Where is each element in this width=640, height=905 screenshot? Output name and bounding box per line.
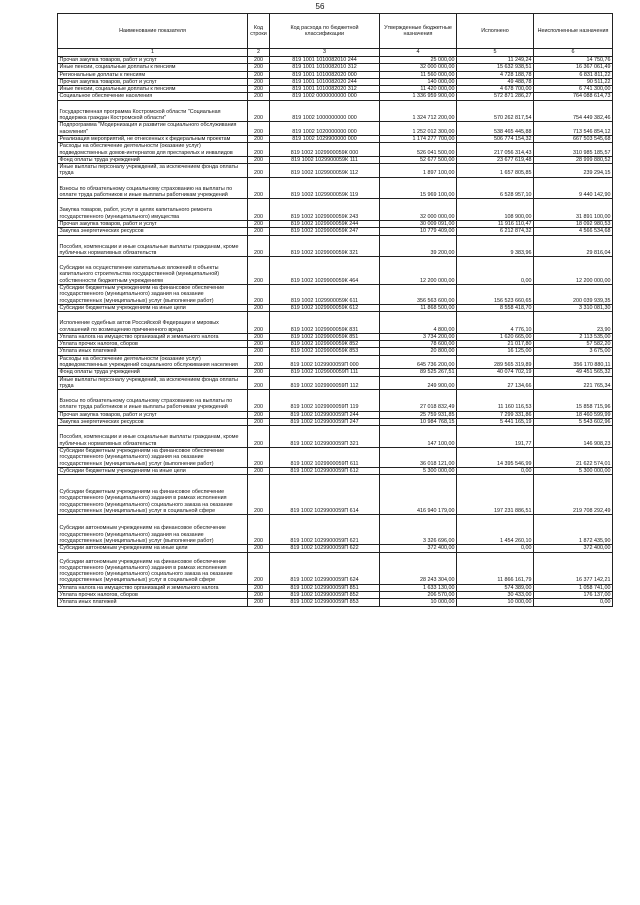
row-name-cell: Социальное обеспечение населения	[58, 93, 248, 100]
row-line-code-cell: 200	[248, 312, 270, 334]
row-executed-cell: 11 866 161,79	[457, 552, 534, 584]
row-name-cell: Уплата иных платежей	[58, 348, 248, 355]
table-row	[58, 220, 613, 227]
row-unexecuted-cell: 1 058 741,00	[534, 584, 613, 591]
row-executed-cell: 197 231 886,51	[457, 475, 534, 515]
row-approved-cell: 372 400,00	[380, 545, 457, 552]
row-budget-code-cell: 819 1002 1029900059К 853	[270, 348, 380, 355]
row-unexecuted-cell: 667 503 545,68	[534, 135, 613, 142]
row-line-code-cell: 200	[248, 257, 270, 285]
row-name-cell: Прочая закупка товаров, работ и услуг	[58, 220, 248, 227]
row-executed-cell: 10 000,00	[457, 599, 534, 606]
row-approved-cell: 645 736 200,00	[380, 355, 457, 369]
row-line-code-cell: 200	[248, 164, 270, 178]
table-row	[58, 369, 613, 376]
row-line-code-cell: 200	[248, 86, 270, 93]
row-line-code-cell: 200	[248, 135, 270, 142]
row-line-code-cell: 200	[248, 57, 270, 64]
row-unexecuted-cell: 5 543 602,96	[534, 419, 613, 426]
table-row	[58, 228, 613, 235]
row-approved-cell: 25 759 931,85	[380, 411, 457, 418]
row-executed-cell: 23 677 619,48	[457, 156, 534, 163]
row-approved-cell: 4 800,00	[380, 312, 457, 334]
row-budget-code-cell: 819 1002 1029900059П 244	[270, 411, 380, 418]
row-executed-cell: 8 558 418,70	[457, 304, 534, 311]
row-approved-cell: 36 018 121,00	[380, 447, 457, 467]
row-line-code-cell: 200	[248, 71, 270, 78]
row-unexecuted-cell: 9 440 142,90	[534, 177, 613, 199]
row-approved-cell: 10 000,00	[380, 599, 457, 606]
row-approved-cell: 30 009 091,00	[380, 220, 457, 227]
row-name-cell: Фонд оплаты труда учреждений	[58, 156, 248, 163]
row-name-cell: Уплата иных платежей	[58, 599, 248, 606]
row-name-cell: Пособия, компенсации и иные социальные выплаты гражданам, кроме публичных нормативных обязательств	[58, 426, 248, 448]
row-name-cell: Субсидии бюджетным учреждениям на иные цели	[58, 467, 248, 474]
row-budget-code-cell: 819 1002 1029900059К 612	[270, 304, 380, 311]
row-line-code-cell: 200	[248, 235, 270, 257]
row-unexecuted-cell: 49 451 565,32	[534, 369, 613, 376]
row-name-cell: Подпрограмма "Модернизация и развитие социального обслуживания населения"	[58, 122, 248, 136]
table-row	[58, 447, 613, 467]
table-row	[58, 599, 613, 606]
table-row	[58, 390, 613, 412]
row-name-cell: Прочая закупка товаров, работ и услуг	[58, 411, 248, 418]
table-row	[58, 552, 613, 584]
row-approved-cell: 1 174 277 700,00	[380, 135, 457, 142]
row-budget-code-cell: 819 1002 1029900059К 111	[270, 156, 380, 163]
row-budget-code-cell: 819 1001 1010082010 312	[270, 64, 380, 71]
row-budget-code-cell: 819 1002 1029900059П 624	[270, 552, 380, 584]
row-budget-code-cell: 819 1002 1020000000 000	[270, 122, 380, 136]
row-budget-code-cell: 819 1002 1029900059К 119	[270, 177, 380, 199]
table-row	[58, 515, 613, 545]
row-unexecuted-cell: 12 200 000,00	[534, 257, 613, 285]
row-name-cell: Взносы по обязательному социальному страхованию на выплаты по оплате труда работников и иные выплаты работникам учреждений	[58, 390, 248, 412]
row-executed-cell: 574 389,00	[457, 584, 534, 591]
row-unexecuted-cell: 90 511,22	[534, 78, 613, 85]
row-approved-cell: 20 800,00	[380, 348, 457, 355]
row-name-cell: Субсидии бюджетным учреждениям на финансовое обеспечение государственного (муниципального) задания на оказание государственных (муниципальных) услуг (выполнение работ)	[58, 285, 248, 305]
row-name-cell: Исполнение судебных актов Российской Федерации и мировых соглашений по возмещению причиненного вреда	[58, 312, 248, 334]
row-executed-cell: 217 056 314,43	[457, 143, 534, 157]
row-budget-code-cell: 819 1002 1029900059П 112	[270, 376, 380, 390]
row-executed-cell: 1 620 665,00	[457, 333, 534, 340]
row-line-code-cell: 200	[248, 475, 270, 515]
row-unexecuted-cell: 176 137,00	[534, 592, 613, 599]
row-line-code-cell: 200	[248, 419, 270, 426]
row-executed-cell: 11 249,24	[457, 57, 534, 64]
row-approved-cell: 89 525 267,51	[380, 369, 457, 376]
row-line-code-cell: 200	[248, 584, 270, 591]
row-approved-cell: 25 000,00	[380, 57, 457, 64]
row-executed-cell: 6 212 874,32	[457, 228, 534, 235]
row-executed-cell: 538 465 445,88	[457, 122, 534, 136]
row-unexecuted-cell: 310 985 185,57	[534, 143, 613, 157]
row-approved-cell: 1 324 712 200,00	[380, 100, 457, 122]
column-number: 5	[457, 49, 534, 57]
table-row	[58, 64, 613, 71]
row-line-code-cell: 200	[248, 355, 270, 369]
row-name-cell: Иные пенсии, социальные доплаты к пенсиям	[58, 64, 248, 71]
row-line-code-cell: 200	[248, 447, 270, 467]
table-row	[58, 177, 613, 199]
row-budget-code-cell: 819 1002 1029900059П 247	[270, 419, 380, 426]
row-budget-code-cell: 819 1002 1029900059К 243	[270, 199, 380, 221]
table-row	[58, 545, 613, 552]
column-number: 4	[380, 49, 457, 57]
row-name-cell: Субсидии автономным учреждениям на финансовое обеспечение государственного (муниципального) задания в рамках исполнения государственного (муниципального) социального заказа на оказание государственных (муниципальных) услуг в социальной сфере	[58, 552, 248, 584]
row-unexecuted-cell: 1 872 435,90	[534, 515, 613, 545]
row-name-cell: Взносы по обязательному социальному страхованию на выплаты по оплате труда работников и иные выплаты работникам учреждений	[58, 177, 248, 199]
row-approved-cell: 1 633 130,00	[380, 584, 457, 591]
row-budget-code-cell: 819 1002 1029900059К 321	[270, 235, 380, 257]
row-executed-cell: 108 900,00	[457, 199, 534, 221]
row-executed-cell: 21 017,80	[457, 341, 534, 348]
row-unexecuted-cell: 16 367 061,49	[534, 64, 613, 71]
row-executed-cell: 1 454 260,10	[457, 515, 534, 545]
row-name-cell: Региональные доплаты к пенсиям	[58, 71, 248, 78]
table-row	[58, 304, 613, 311]
row-unexecuted-cell: 6 741 300,00	[534, 86, 613, 93]
row-line-code-cell: 200	[248, 228, 270, 235]
row-approved-cell: 11 868 500,00	[380, 304, 457, 311]
row-unexecuted-cell: 2 113 535,00	[534, 333, 613, 340]
row-unexecuted-cell: 28 999 880,52	[534, 156, 613, 163]
table-row	[58, 467, 613, 474]
table-row	[58, 156, 613, 163]
row-line-code-cell: 200	[248, 333, 270, 340]
row-budget-code-cell: 819 1001 1010082010 244	[270, 57, 380, 64]
row-executed-cell: 4 728 188,78	[457, 71, 534, 78]
row-name-cell: Иные выплаты персоналу учреждений, за исключением фонда оплаты труда	[58, 164, 248, 178]
row-name-cell: Субсидии автономным учреждениям на иные цели	[58, 545, 248, 552]
table-row	[58, 475, 613, 515]
row-name-cell: Расходы на обеспечение деятельности (оказание услуг) подведомственных учреждений социального обслуживания населения	[58, 355, 248, 369]
table-row	[58, 348, 613, 355]
row-budget-code-cell: 819 1002 1000000000 000	[270, 100, 380, 122]
column-number: 3	[270, 49, 380, 57]
row-budget-code-cell: 819 1002 1029900059К 247	[270, 228, 380, 235]
row-approved-cell: 28 243 304,00	[380, 552, 457, 584]
row-executed-cell: 11 160 116,53	[457, 390, 534, 412]
row-line-code-cell: 200	[248, 304, 270, 311]
row-budget-code-cell: 819 1002 1029900059П 852	[270, 592, 380, 599]
table-row	[58, 143, 613, 157]
row-approved-cell: 5 300 000,00	[380, 467, 457, 474]
row-line-code-cell: 200	[248, 426, 270, 448]
row-executed-cell: 9 383,96	[457, 235, 534, 257]
row-unexecuted-cell: 21 622 574,01	[534, 447, 613, 467]
column-header-unexecuted: Неисполненные назначения	[534, 14, 613, 49]
row-budget-code-cell: 819 1001 1010082020 312	[270, 86, 380, 93]
row-approved-cell: 356 563 600,00	[380, 285, 457, 305]
row-executed-cell: 4 776,10	[457, 312, 534, 334]
row-unexecuted-cell: 219 708 292,49	[534, 475, 613, 515]
row-approved-cell: 206 570,00	[380, 592, 457, 599]
table-row	[58, 285, 613, 305]
row-executed-cell: 11 916 110,47	[457, 220, 534, 227]
row-approved-cell: 52 677 500,00	[380, 156, 457, 163]
table-row	[58, 333, 613, 340]
row-line-code-cell: 200	[248, 220, 270, 227]
row-line-code-cell: 200	[248, 376, 270, 390]
row-executed-cell: 191,77	[457, 426, 534, 448]
row-executed-cell: 0,00	[457, 545, 534, 552]
row-unexecuted-cell: 146 908,23	[534, 426, 613, 448]
row-line-code-cell: 200	[248, 411, 270, 418]
budget-execution-table	[57, 13, 613, 607]
row-approved-cell: 11 420 000,00	[380, 86, 457, 93]
row-executed-cell: 506 774 154,32	[457, 135, 534, 142]
row-budget-code-cell: 819 1002 1029900059П 000	[270, 355, 380, 369]
row-executed-cell: 14 395 546,99	[457, 447, 534, 467]
row-approved-cell: 147 100,00	[380, 426, 457, 448]
row-executed-cell: 0,00	[457, 257, 534, 285]
row-budget-code-cell: 819 1002 1029900059П 119	[270, 390, 380, 412]
row-approved-cell: 3 734 200,00	[380, 333, 457, 340]
row-line-code-cell: 200	[248, 341, 270, 348]
row-line-code-cell: 200	[248, 599, 270, 606]
table-row	[58, 376, 613, 390]
row-approved-cell: 32 000 000,00	[380, 199, 457, 221]
row-name-cell: Субсидии бюджетным учреждениям на финансовое обеспечение государственного (муниципального) задания на оказание государственных (муниципальных) услуг (выполнение работ)	[58, 447, 248, 467]
row-line-code-cell: 200	[248, 93, 270, 100]
row-budget-code-cell: 819 1002 1029900059К 244	[270, 220, 380, 227]
row-approved-cell: 526 041 500,00	[380, 143, 457, 157]
row-line-code-cell: 200	[248, 177, 270, 199]
row-approved-cell: 10 779 409,00	[380, 228, 457, 235]
row-approved-cell: 15 969 100,00	[380, 177, 457, 199]
row-approved-cell: 78 600,00	[380, 341, 457, 348]
row-unexecuted-cell: 15 858 715,96	[534, 390, 613, 412]
row-unexecuted-cell: 18 092 980,53	[534, 220, 613, 227]
row-name-cell: Иные пенсии, социальные доплаты к пенсиям	[58, 86, 248, 93]
row-unexecuted-cell: 29 816,04	[534, 235, 613, 257]
row-approved-cell: 140 000,00	[380, 78, 457, 85]
row-budget-code-cell: 819 1002 1029900059П 111	[270, 369, 380, 376]
row-approved-cell: 32 000 000,00	[380, 64, 457, 71]
row-line-code-cell: 200	[248, 199, 270, 221]
row-name-cell: Уплата прочих налогов, сборов	[58, 341, 248, 348]
row-name-cell: Пособия, компенсации и иные социальные выплаты гражданам, кроме публичных нормативных обязательств	[58, 235, 248, 257]
row-executed-cell: 7 299 331,86	[457, 411, 534, 418]
row-executed-cell: 156 523 660,65	[457, 285, 534, 305]
table-row	[58, 71, 613, 78]
row-approved-cell: 10 984 768,15	[380, 419, 457, 426]
row-approved-cell: 39 200,00	[380, 235, 457, 257]
row-budget-code-cell: 819 1002 1029900059П 853	[270, 599, 380, 606]
row-executed-cell: 40 074 702,19	[457, 369, 534, 376]
table-row	[58, 122, 613, 136]
row-unexecuted-cell: 0,00	[534, 599, 613, 606]
table-row	[58, 135, 613, 142]
row-name-cell: Прочая закупка товаров, работ и услуг	[58, 78, 248, 85]
row-name-cell: Фонд оплаты труда учреждений	[58, 369, 248, 376]
row-name-cell: Реализация мероприятий, не отнесенных к федеральным проектам	[58, 135, 248, 142]
row-executed-cell: 6 528 957,10	[457, 177, 534, 199]
row-line-code-cell: 200	[248, 64, 270, 71]
row-line-code-cell: 200	[248, 156, 270, 163]
column-header-approved: Утвержденные бюджетные назначения	[380, 14, 457, 49]
row-approved-cell: 416 940 179,00	[380, 475, 457, 515]
row-name-cell: Уплата налога на имущество организаций и земельного налога	[58, 584, 248, 591]
row-budget-code-cell: 819 1001 1010082020 000	[270, 71, 380, 78]
row-name-cell: Прочая закупка товаров, работ и услуг	[58, 57, 248, 64]
table-row	[58, 100, 613, 122]
row-approved-cell: 1 336 959 900,00	[380, 93, 457, 100]
table-row	[58, 78, 613, 85]
row-executed-cell: 27 134,66	[457, 376, 534, 390]
row-name-cell: Субсидии автономным учреждениям на финансовое обеспечение государственного (муниципального) задания на оказание государственных (муниципальных) услуг (выполнение работ)	[58, 515, 248, 545]
table-row	[58, 426, 613, 448]
row-line-code-cell: 200	[248, 390, 270, 412]
column-number: 2	[248, 49, 270, 57]
row-name-cell: Иные выплаты персоналу учреждений, за исключением фонда оплаты труда	[58, 376, 248, 390]
row-budget-code-cell: 819 1002 1029900059П 321	[270, 426, 380, 448]
row-executed-cell: 572 871 286,27	[457, 93, 534, 100]
row-approved-cell: 27 018 832,49	[380, 390, 457, 412]
table-body	[58, 57, 613, 607]
row-line-code-cell: 200	[248, 592, 270, 599]
row-executed-cell: 16 125,00	[457, 348, 534, 355]
row-budget-code-cell: 819 1002 1029900059К 112	[270, 164, 380, 178]
row-line-code-cell: 200	[248, 285, 270, 305]
row-unexecuted-cell: 18 460 599,99	[534, 411, 613, 418]
row-line-code-cell: 200	[248, 369, 270, 376]
row-executed-cell: 570 262 817,54	[457, 100, 534, 122]
column-number-row	[58, 49, 613, 57]
row-approved-cell: 3 326 696,00	[380, 515, 457, 545]
row-approved-cell: 11 560 000,00	[380, 71, 457, 78]
row-name-cell: Расходы на обеспечение деятельности (оказание услуг) подведомственных домов-интернатов для престарелых и инвалидов	[58, 143, 248, 157]
row-unexecuted-cell: 221 765,34	[534, 376, 613, 390]
row-executed-cell: 49 488,78	[457, 78, 534, 85]
row-budget-code-cell: 819 1002 1029900059П 612	[270, 467, 380, 474]
column-header-name: Наименование показателя	[58, 14, 248, 49]
row-budget-code-cell: 819 1002 1029900059П 622	[270, 545, 380, 552]
row-unexecuted-cell: 57 582,20	[534, 341, 613, 348]
row-line-code-cell: 200	[248, 545, 270, 552]
row-unexecuted-cell: 5 300 000,00	[534, 467, 613, 474]
row-unexecuted-cell: 356 170 880,11	[534, 355, 613, 369]
table-row	[58, 164, 613, 178]
row-executed-cell: 1 657 805,85	[457, 164, 534, 178]
row-name-cell: Уплата налога на имущество организаций и земельного налога	[58, 333, 248, 340]
row-unexecuted-cell: 3 675,00	[534, 348, 613, 355]
row-budget-code-cell: 819 1002 1029900059П 851	[270, 584, 380, 591]
row-name-cell: Субсидии бюджетным учреждениям на финансовое обеспечение государственного (муниципального) задания в рамках исполнения государственного (муниципального) социального заказа на оказание государственных (муниципальных) услуг в социальной сфере	[58, 475, 248, 515]
row-unexecuted-cell: 3 310 081,30	[534, 304, 613, 311]
table-row	[58, 86, 613, 93]
row-approved-cell: 249 900,00	[380, 376, 457, 390]
row-unexecuted-cell: 713 546 854,12	[534, 122, 613, 136]
column-header-line-code: Код строки	[248, 14, 270, 49]
row-name-cell: Государственная программа Костромской области "Социальная поддержка граждан Костромской области"	[58, 100, 248, 122]
row-budget-code-cell: 819 1002 0000000000 000	[270, 93, 380, 100]
row-executed-cell: 30 433,00	[457, 592, 534, 599]
table-row	[58, 199, 613, 221]
row-unexecuted-cell: 764 088 614,73	[534, 93, 613, 100]
row-budget-code-cell: 819 1002 1029900059П 614	[270, 475, 380, 515]
row-line-code-cell: 200	[248, 143, 270, 157]
row-budget-code-cell: 819 1002 1029900059К 464	[270, 257, 380, 285]
row-name-cell: Уплата прочих налогов, сборов	[58, 592, 248, 599]
row-name-cell: Субсидии бюджетным учреждениям на иные цели	[58, 304, 248, 311]
row-line-code-cell: 200	[248, 467, 270, 474]
row-line-code-cell: 200	[248, 552, 270, 584]
row-unexecuted-cell: 31 891 100,00	[534, 199, 613, 221]
row-line-code-cell: 200	[248, 100, 270, 122]
table-row	[58, 584, 613, 591]
row-line-code-cell: 200	[248, 348, 270, 355]
row-budget-code-cell: 819 1002 1029900059П 611	[270, 447, 380, 467]
row-unexecuted-cell: 239 294,15	[534, 164, 613, 178]
row-unexecuted-cell: 6 831 811,22	[534, 71, 613, 78]
row-executed-cell: 0,00	[457, 467, 534, 474]
table-row	[58, 341, 613, 348]
row-executed-cell: 15 632 938,51	[457, 64, 534, 71]
row-budget-code-cell: 819 1002 1029900059К 000	[270, 143, 380, 157]
row-unexecuted-cell: 372 400,00	[534, 545, 613, 552]
row-budget-code-cell: 819 1002 1029900059К 852	[270, 341, 380, 348]
row-budget-code-cell: 819 1002 1029900059К 611	[270, 285, 380, 305]
row-unexecuted-cell: 16 377 142,21	[534, 552, 613, 584]
row-name-cell: Закупка товаров, работ, услуг в целях капитального ремонта государственного (муниципального) имущества	[58, 199, 248, 221]
row-budget-code-cell: 819 1001 1010082020 244	[270, 78, 380, 85]
table-row	[58, 57, 613, 64]
row-approved-cell: 1 252 012 300,00	[380, 122, 457, 136]
row-approved-cell: 12 200 000,00	[380, 257, 457, 285]
row-name-cell: Закупка энергетических ресурсов	[58, 419, 248, 426]
row-name-cell: Закупка энергетических ресурсов	[58, 228, 248, 235]
row-unexecuted-cell: 4 566 534,68	[534, 228, 613, 235]
row-line-code-cell: 200	[248, 515, 270, 545]
page-number: 56	[315, 2, 325, 11]
row-budget-code-cell: 819 1002 1029900000 000	[270, 135, 380, 142]
table-row	[58, 411, 613, 418]
table-row	[58, 257, 613, 285]
column-number: 6	[534, 49, 613, 57]
row-unexecuted-cell: 23,90	[534, 312, 613, 334]
row-executed-cell: 4 678 700,00	[457, 86, 534, 93]
column-header-executed: Исполнено	[457, 14, 534, 49]
table-row	[58, 312, 613, 334]
row-budget-code-cell: 819 1002 1029900059К 851	[270, 333, 380, 340]
row-executed-cell: 5 441 165,19	[457, 419, 534, 426]
column-number: 1	[58, 49, 248, 57]
row-unexecuted-cell: 200 039 939,35	[534, 285, 613, 305]
table-row	[58, 235, 613, 257]
table-row	[58, 93, 613, 100]
row-unexecuted-cell: 14 750,76	[534, 57, 613, 64]
row-name-cell: Субсидии на осуществление капитальных вложений в объекты капитального строительства государственной (муниципальной) собственности бюджетным учреждениям	[58, 257, 248, 285]
row-budget-code-cell: 819 1002 1029900059П 621	[270, 515, 380, 545]
row-executed-cell: 289 565 319,89	[457, 355, 534, 369]
table-row	[58, 355, 613, 369]
row-budget-code-cell: 819 1002 1029900059К 831	[270, 312, 380, 334]
row-line-code-cell: 200	[248, 78, 270, 85]
row-unexecuted-cell: 754 449 382,46	[534, 100, 613, 122]
table-row	[58, 419, 613, 426]
column-header-budget-code: Код расхода по бюджетной классификации	[270, 14, 380, 49]
table-header-row	[58, 14, 613, 49]
row-line-code-cell: 200	[248, 122, 270, 136]
table-row	[58, 592, 613, 599]
row-approved-cell: 1 897 100,00	[380, 164, 457, 178]
